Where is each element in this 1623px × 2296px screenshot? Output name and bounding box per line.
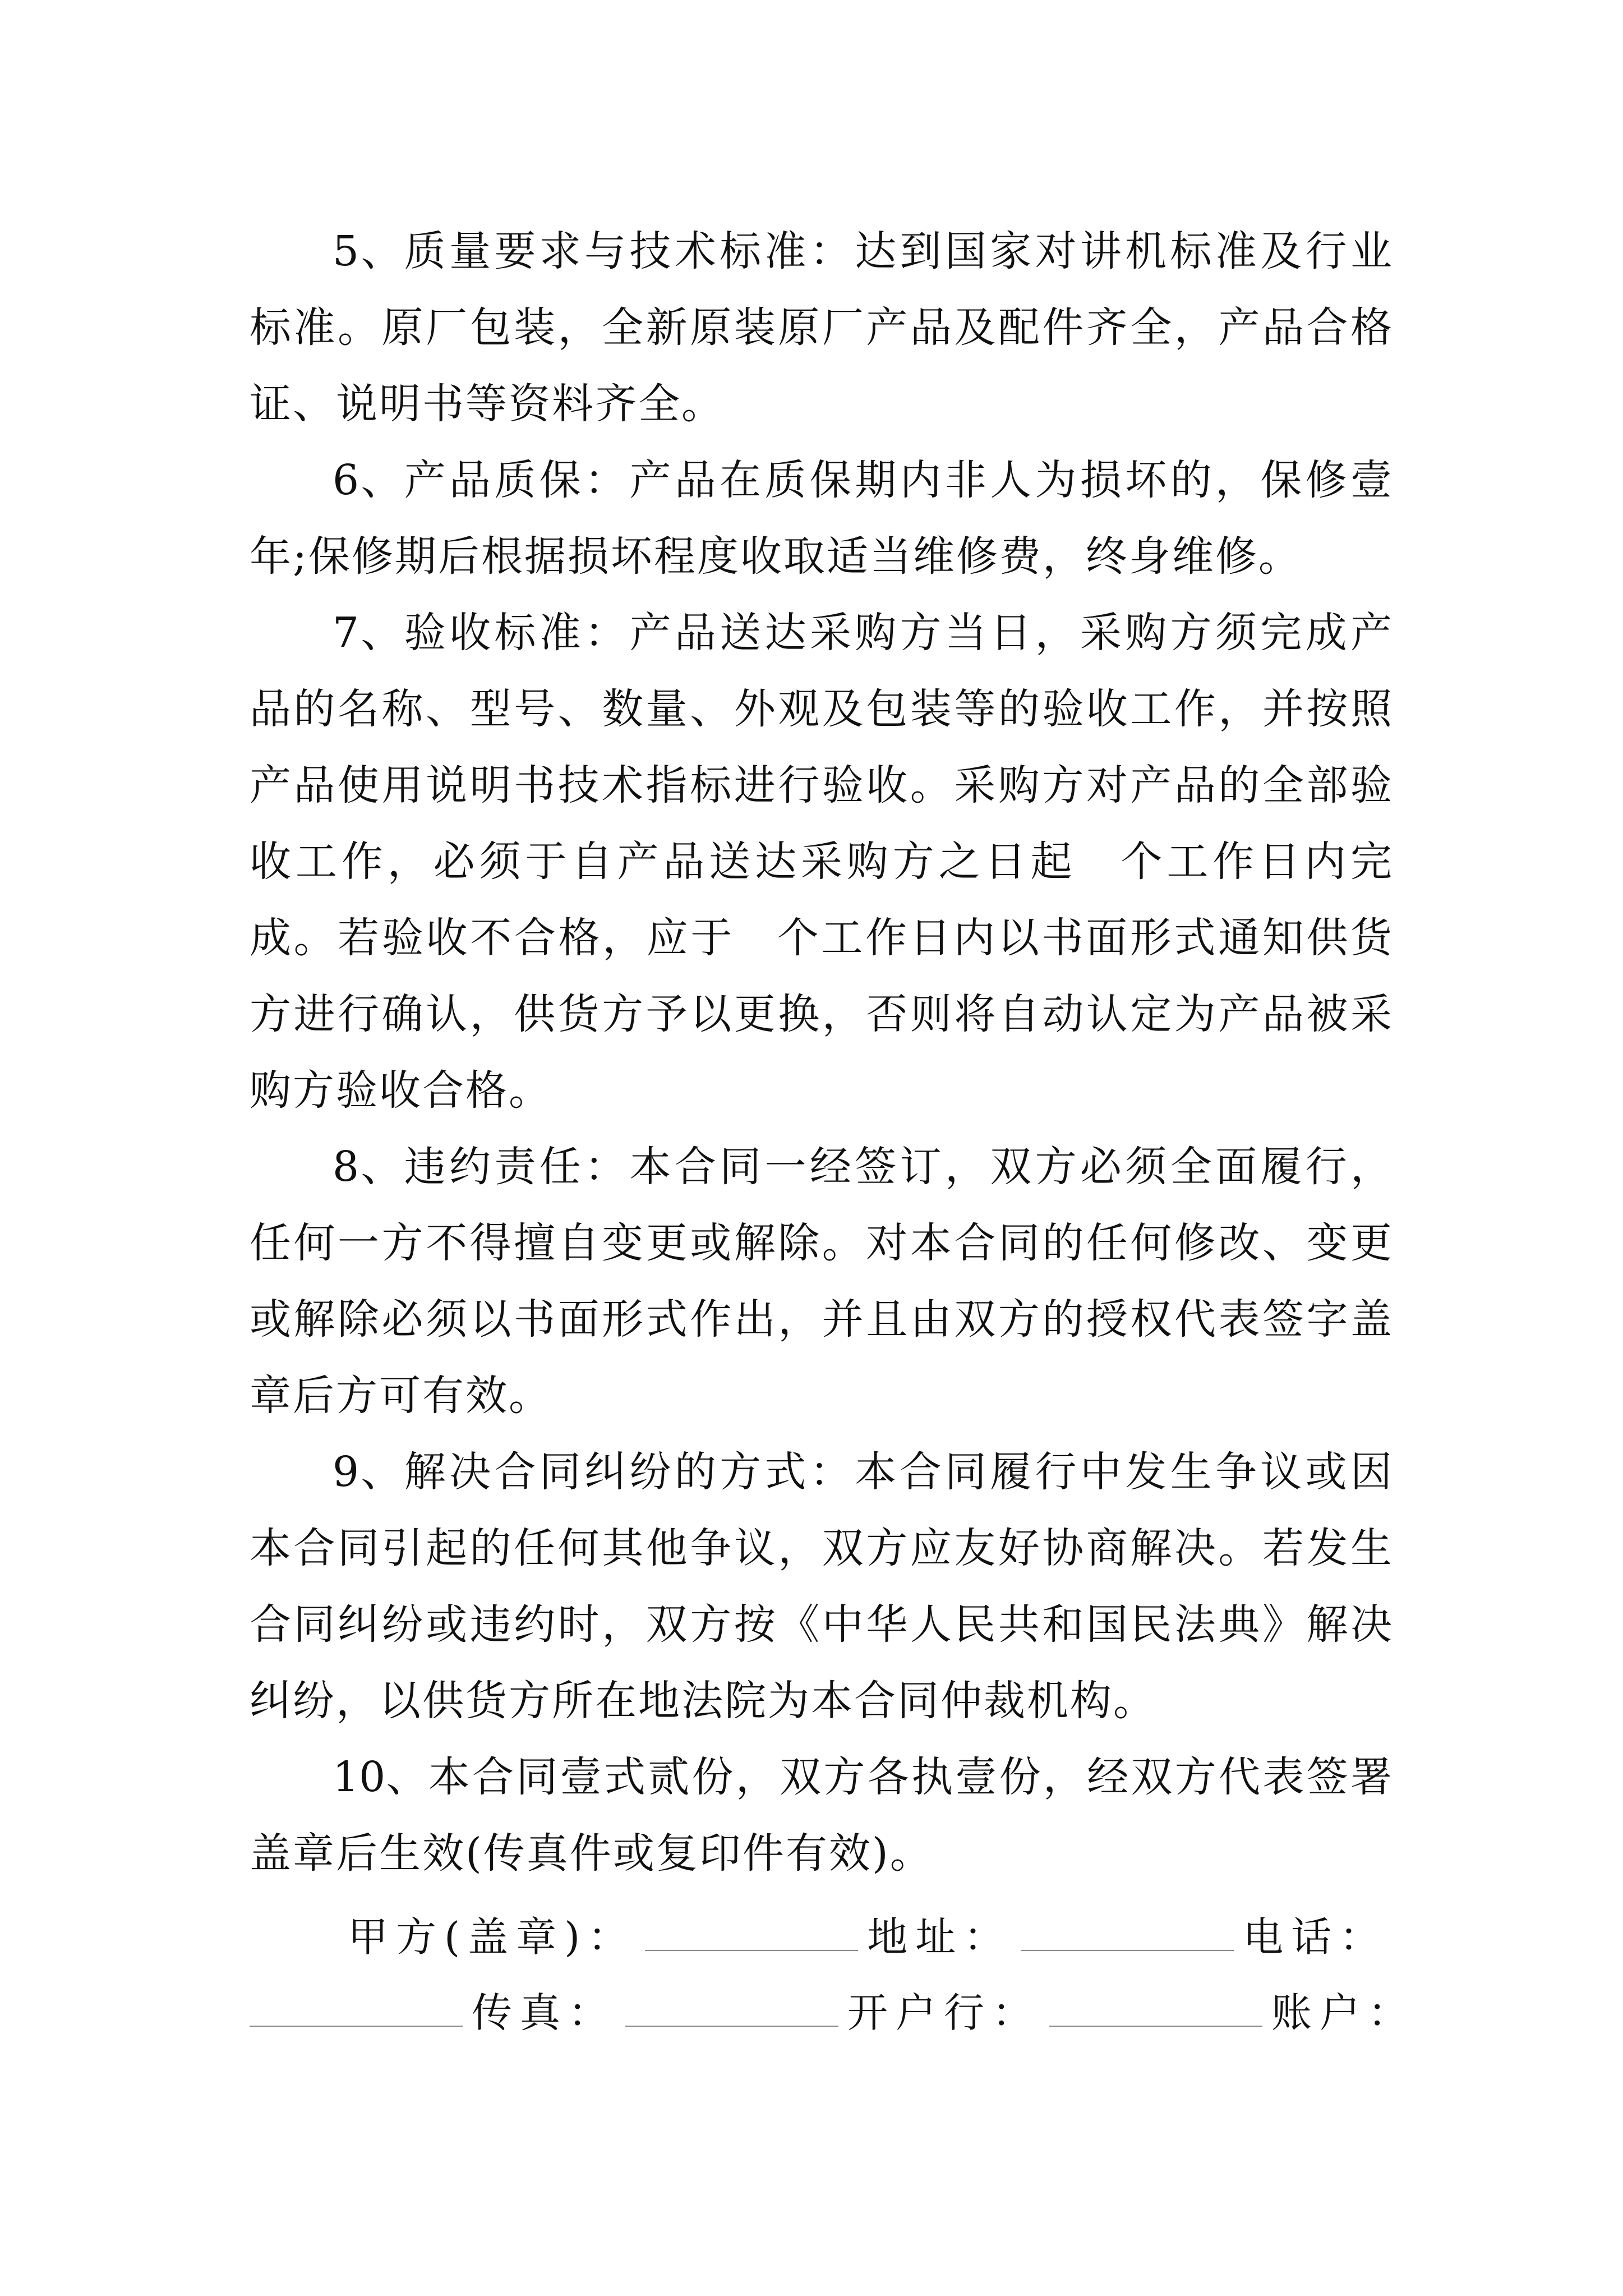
address-field[interactable] [1021, 1916, 1234, 1951]
signature-line-1 [348, 1904, 1387, 1963]
clause-number: 5、 [333, 227, 404, 275]
party-a-seal-field[interactable] [645, 1916, 858, 1951]
clause-text-part-a: 验收标准：产品送达采购方当日，采购方须完成产品的名称、型号、数量、外观及包装等的验收工作，并按照产品使用说明书技术指标进行验收。采购方对产品的全部验收工作，必须于自产品送达采购方之日起 [250, 609, 1394, 886]
clause-text: 解决合同纠纷的方式：本合同履行中发生争议或因本合同引起的任何其他争议，双方应友好协商解决。若发生合同纠纷或违约时，双方按《中华人民共和国民法典》解决纠纷，以供货方所在地法院为本合同仲裁机构。 [250, 1448, 1394, 1725]
clause-text: 本合同壹式贰份，双方各执壹份，经双方代表签署盖章后生效(传真件或复印件有效)。 [250, 1753, 1394, 1878]
clause-text: 质量要求与技术标准：达到国家对讲机标准及行业标准。原厂包装，全新原装原厂产品及配件齐全，产品合格证、说明书等资料齐全。 [250, 227, 1394, 428]
clause-9 [250, 1434, 1394, 1739]
party-a-seal-label: 甲方(盖章)： [348, 1913, 637, 1961]
clause-text-part-c: 个工作日内以书面形式通知供货方进行确认，供货方予以更换，否则将自动认定为产品被采购方验收合格。 [250, 914, 1394, 1115]
clause-text: 产品质保：产品在质保期内非人为损坏的，保修壹年;保修期后根据损坏程度收取适当维修费，终身维修。 [250, 456, 1394, 581]
clause-number: 6、 [333, 456, 404, 504]
signature-line-2 [250, 1980, 1416, 2039]
address-label: 地址： [867, 1913, 1012, 1961]
clause-7 [250, 595, 1394, 1129]
contract-page [250, 213, 1394, 1892]
phone-label: 电话： [1243, 1913, 1388, 1961]
account-label: 账户： [1271, 1989, 1417, 2036]
clause-number: 9、 [333, 1448, 404, 1496]
fax-field[interactable] [625, 1992, 838, 2027]
clause-text: 违约责任：本合同一经签订，双方必须全面履行，任何一方不得擅自变更或解除。对本合同的任何修改、变更或解除必须以书面形式作出，并且由双方的授权代表签字盖章后方可有效。 [250, 1143, 1394, 1420]
clause-5 [250, 213, 1394, 442]
clause-10 [250, 1739, 1394, 1892]
clause-number: 8、 [333, 1143, 404, 1191]
fax-label: 传真： [472, 1989, 617, 2036]
clause-8 [250, 1129, 1394, 1434]
clause-text-part-b: 个工作日内完成。若验收不合格，应于 [250, 838, 1394, 962]
phone-field[interactable] [250, 1992, 463, 2027]
clause-number: 10、 [333, 1753, 428, 1801]
clause-6 [250, 442, 1394, 595]
bank-field[interactable] [1049, 1992, 1262, 2027]
clause-number: 7、 [333, 609, 404, 657]
bank-label: 开户行： [847, 1989, 1041, 2036]
